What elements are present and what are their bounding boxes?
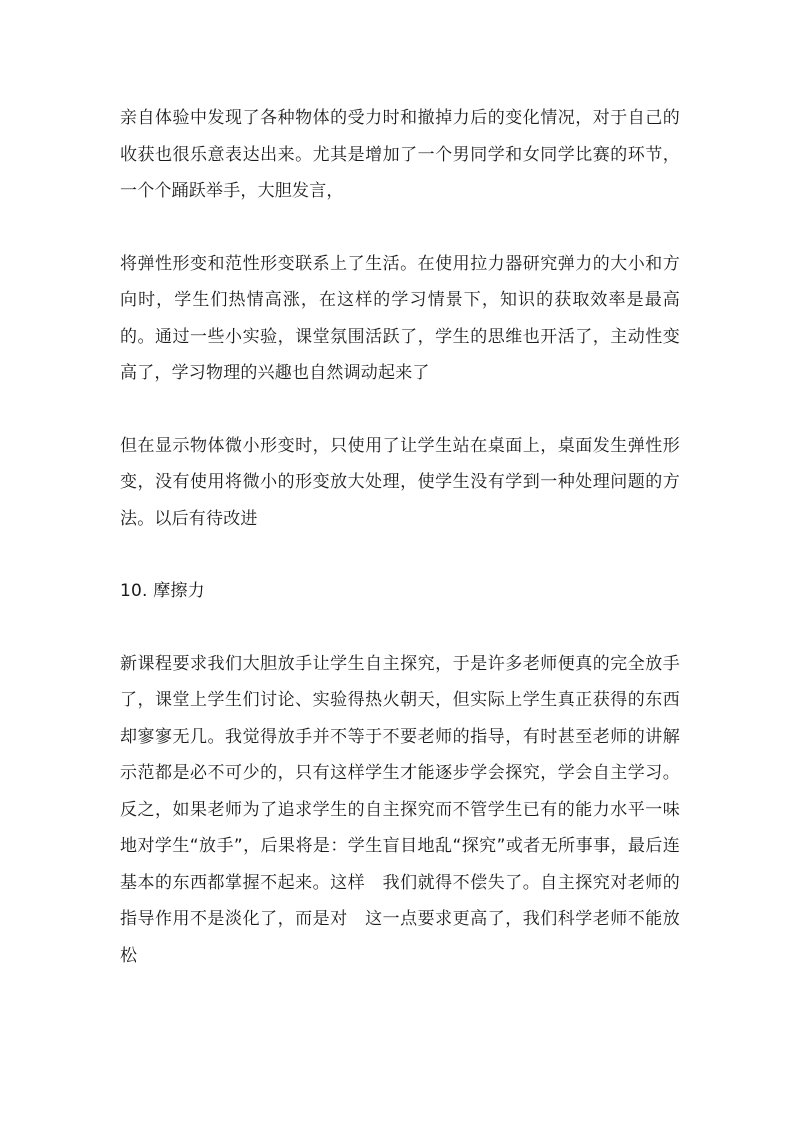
paragraph-inquiry-guidance: 新课程要求我们大胆放手让学生自主探究，于是许多老师便真的完全放手了，课堂上学生们讨论、实验得热火朝天，但实际上学生真正获得的东西却寥寥无几。我觉得放手并不等于不要老师的指导，有时甚至老师的讲解示范都是必不可少的，只有这样学生才能逐步学会探究，学会自主学习。反之，如果老师为了追求学生的自主探究而不管学生已有的能力水平一味地对学生“放手”，后果将是：学生盲目地乱“探究”或者无所事事，最后连基本的东西都掌握不起来。这样 我们就得不偿失了。自主探究对老师的指导作用不是淡化了，而是对 这一点要求更高了，我们科学老师不能放松 [120,653,680,966]
paragraph-elastic-deformation: 将弹性形变和范性形变联系上了生活。在使用拉力器研究弹力的大小和方向时，学生们热情高涨，在这样的学习情景下，知识的获取效率是最高的。通过一些小实验，课堂氛围活跃了，学生的思维也开活了，主动性变高了，学习物理的兴趣也自然调动起来了 [120,253,680,383]
section-heading-friction: 10. 摩擦力 [120,581,205,601]
paragraph-improvement-note: 但在显示物体微小形变时，只使用了让学生站在桌面上，桌面发生弹性形变，没有使用将微小的形变放大处理，使学生没有学到一种处理问题的方法。以后有待改进 [120,435,680,529]
document-body [120,100,680,974]
paragraph-reflection-engagement: 亲自体验中发现了各种物体的受力时和撤掉力后的变化情况，对于自己的收获也很乐意表达出来。尤其是增加了一个男同学和女同学比赛的环节，一个个踊跃举手，大胆发言， [120,108,680,201]
